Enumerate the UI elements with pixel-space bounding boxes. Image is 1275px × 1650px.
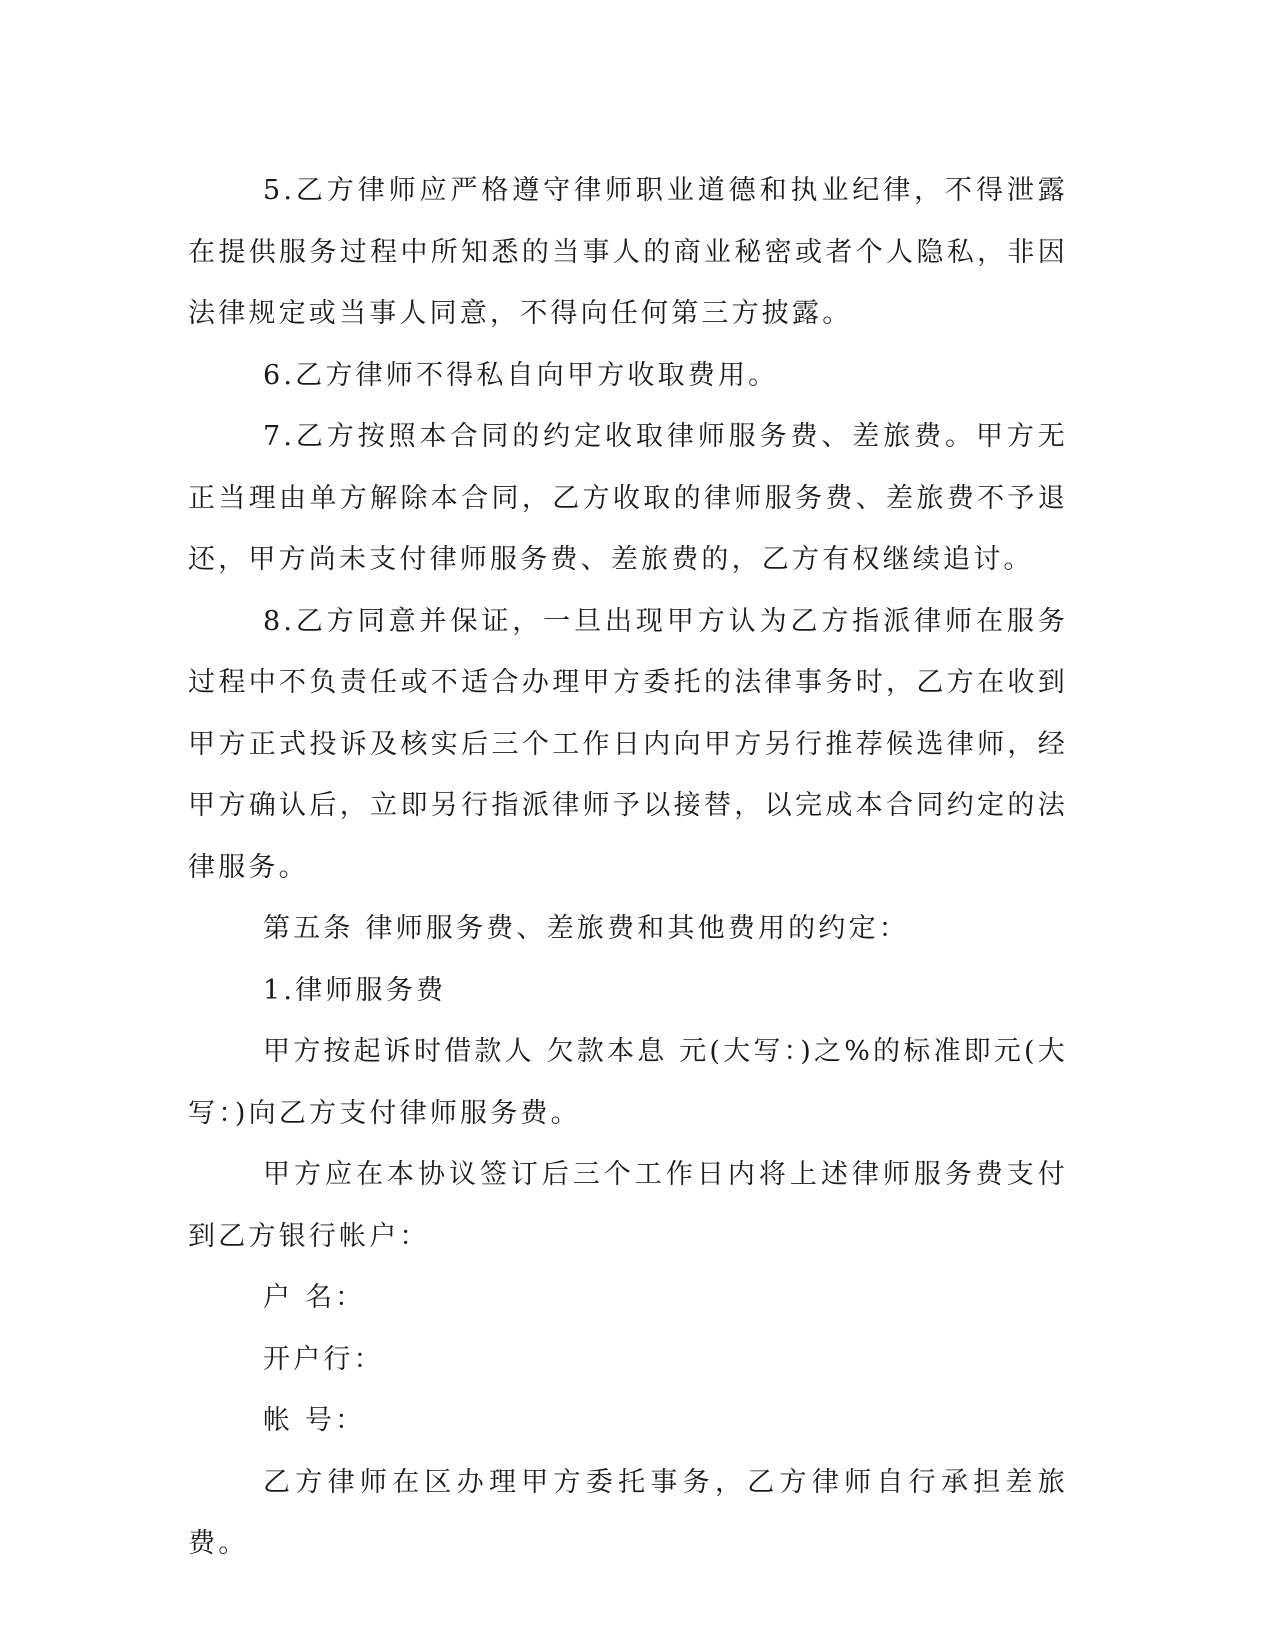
account-name-field: 户 名： bbox=[263, 1282, 366, 1313]
clause-8-lawyer-replacement: 8.乙方同意并保证，一旦出现甲方认为乙方指派律师在服务过程中不负责任或不适合办理甲方委托的法律事务时，乙方在收到甲方正式投诉及核实后三个工作日内向甲方另行推荐候选律师，经甲方确认后，立即另行指派律师予以接替，以完成本合同约定的法律服务。 bbox=[188, 605, 1068, 883]
bank-name-field: 开户行： bbox=[263, 1343, 384, 1375]
clause-7-fee-collection: 7.乙方按照本合同的约定收取律师服务费、差旅费。甲方无正当理由单方解除本合同，乙方收取的律师服务费、差旅费不予退还，甲方尚未支付律师服务费、差旅费的，乙方有权继续追讨。 bbox=[188, 421, 1068, 575]
payment-deadline-paragraph: 甲方应在本协议签订后三个工作日内将上述律师服务费支付到乙方银行帐户： bbox=[188, 1159, 1068, 1252]
article-5-heading: 第五条 律师服务费、差旅费和其他费用的约定： bbox=[263, 913, 909, 944]
clause-6-no-private-fees: 6.乙方律师不得私自向甲方收取费用。 bbox=[263, 359, 779, 391]
clause-5-confidentiality: 5.乙方律师应严格遵守律师职业道德和执业纪律，不得泄露在提供服务过程中所知悉的当事人的商业秘密或者个人隐私，非因法律规定或当事人同意，不得向任何第三方披露。 bbox=[188, 175, 1068, 329]
document-body bbox=[188, 160, 1068, 1575]
travel-expense-paragraph: 乙方律师在区办理甲方委托事务，乙方律师自行承担差旅费。 bbox=[188, 1466, 1068, 1559]
item-1-lawyer-fee-heading: 1.律师服务费 bbox=[263, 974, 447, 1006]
account-number-field: 帐 号： bbox=[263, 1405, 366, 1436]
fee-calculation-paragraph: 甲方按起诉时借款人 欠款本息 元(大写：)之%的标准即元(大写：)向乙方支付律师服务费。 bbox=[188, 1036, 1068, 1129]
